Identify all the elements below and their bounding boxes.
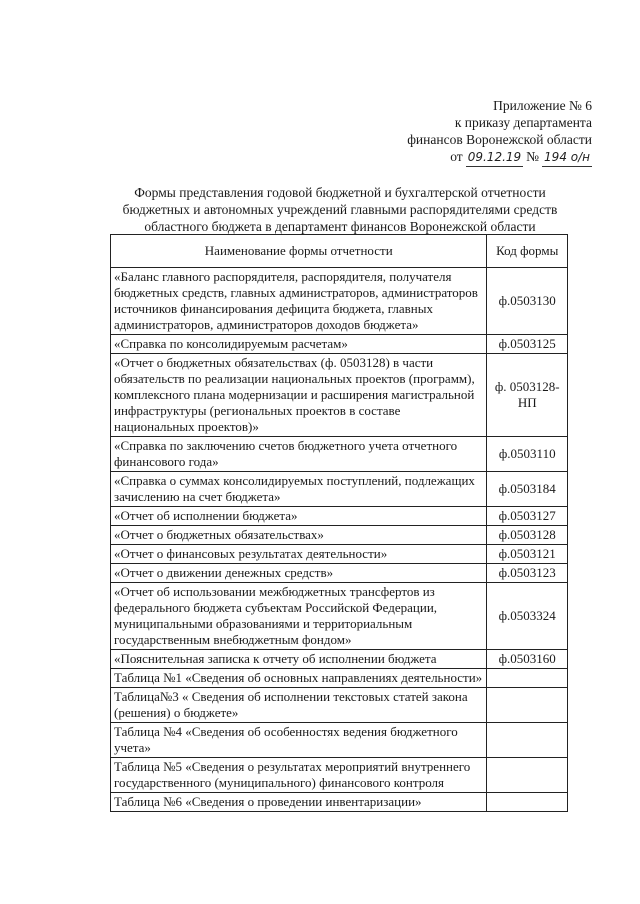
table-body bbox=[111, 268, 568, 812]
form-code-cell: ф.0503123 bbox=[487, 564, 568, 583]
table-row bbox=[111, 437, 568, 472]
table-row bbox=[111, 564, 568, 583]
form-code-cell bbox=[487, 793, 568, 812]
document-title bbox=[100, 184, 580, 235]
form-name-cell: Таблица №6 «Сведения о проведении инвентаризации» bbox=[111, 793, 487, 812]
form-code-cell: ф.0503125 bbox=[487, 335, 568, 354]
header-form-code: Код формы bbox=[487, 235, 568, 268]
title-line-3: областного бюджета в департамент финансов Воронежской области bbox=[144, 219, 536, 234]
form-name-cell: «Отчет об исполнении бюджета» bbox=[111, 507, 487, 526]
table-header-row bbox=[111, 235, 568, 268]
order-number: 194 о/н bbox=[542, 149, 592, 167]
table-row bbox=[111, 669, 568, 688]
table-row bbox=[111, 526, 568, 545]
form-code-cell: ф.0503121 bbox=[487, 545, 568, 564]
form-name-cell: «Отчет о движении денежных средств» bbox=[111, 564, 487, 583]
form-name-cell: «Справка по заключению счетов бюджетного учета отчетного финансового года» bbox=[111, 437, 487, 472]
form-name-cell: «Отчет о бюджетных обязательствах» bbox=[111, 526, 487, 545]
table-row bbox=[111, 335, 568, 354]
table-row bbox=[111, 583, 568, 650]
form-code-cell bbox=[487, 669, 568, 688]
order-line bbox=[407, 148, 592, 167]
order-number-sign: № bbox=[526, 149, 540, 164]
form-code-cell: ф.0503110 bbox=[487, 437, 568, 472]
header-form-name: Наименование формы отчетности bbox=[111, 235, 487, 268]
form-code-cell: ф.0503127 bbox=[487, 507, 568, 526]
table-row bbox=[111, 723, 568, 758]
form-name-cell: «Отчет о финансовых результатах деятельности» bbox=[111, 545, 487, 564]
title-line-1: Формы представления годовой бюджетной и бухгалтерской отчетности bbox=[134, 185, 546, 200]
form-name-cell: Таблица №5 «Сведения о результатах мероприятий внутреннего государственного (муниципального) финансового контроля bbox=[111, 758, 487, 793]
table-row bbox=[111, 545, 568, 564]
title-line-2: бюджетных и автономных учреждений главными распорядителями средств bbox=[122, 202, 558, 217]
form-code-cell: ф.0503160 bbox=[487, 650, 568, 669]
table-row bbox=[111, 472, 568, 507]
form-name-cell: «Отчет об использовании межбюджетных трансфертов из федерального бюджета субъектам Российской Федерации, муниципальными образованиями и территориальным государственным внебюджетным фондом» bbox=[111, 583, 487, 650]
appendix-department: финансов Воронежской области bbox=[407, 132, 592, 147]
table-row bbox=[111, 268, 568, 335]
form-code-cell bbox=[487, 758, 568, 793]
form-name-cell: «Справка по консолидируемым расчетам» bbox=[111, 335, 487, 354]
form-name-cell: Таблица№3 « Сведения об исполнении текстовых статей закона (решения) о бюджете» bbox=[111, 688, 487, 723]
appendix-number: Приложение № 6 bbox=[493, 98, 592, 113]
form-code-cell: ф.0503130 bbox=[487, 268, 568, 335]
form-name-cell: Таблица №1 «Сведения об основных направлениях деятельности» bbox=[111, 669, 487, 688]
table-row bbox=[111, 650, 568, 669]
table-row bbox=[111, 793, 568, 812]
form-code-cell: ф.0503184 bbox=[487, 472, 568, 507]
form-code-cell: ф.0503324 bbox=[487, 583, 568, 650]
table-row bbox=[111, 758, 568, 793]
form-code-cell: ф.0503128 bbox=[487, 526, 568, 545]
appendix-order-ref: к приказу департамента bbox=[454, 115, 592, 130]
form-name-cell: «Пояснительная записка к отчету об исполнении бюджета bbox=[111, 650, 487, 669]
form-code-cell bbox=[487, 723, 568, 758]
form-name-cell: «Отчет о бюджетных обязательствах (ф. 0503128) в части обязательств по реализации национальных проектов (программ), комплексного плана модернизации и расширения магистральной инфраструктуры (региональных проектов в составе национальных проектов)» bbox=[111, 354, 487, 437]
form-code-cell: ф. 0503128-НП bbox=[487, 354, 568, 437]
appendix-block bbox=[407, 97, 592, 167]
form-code-cell bbox=[487, 688, 568, 723]
table-row bbox=[111, 354, 568, 437]
order-date: 09.12.19 bbox=[466, 149, 523, 167]
form-name-cell: Таблица №4 «Сведения об особенностях ведения бюджетного учета» bbox=[111, 723, 487, 758]
form-name-cell: «Баланс главного распорядителя, распорядителя, получателя бюджетных средств, главных администраторов, администраторов источников финансирования дефицита бюджета, главных администраторов, администраторов доходов бюджета» bbox=[111, 268, 487, 335]
table-row bbox=[111, 688, 568, 723]
form-name-cell: «Справка о суммах консолидируемых поступлений, подлежащих зачислению на счет бюджета» bbox=[111, 472, 487, 507]
forms-table bbox=[110, 234, 568, 812]
order-prefix: от bbox=[450, 149, 463, 164]
table-row bbox=[111, 507, 568, 526]
